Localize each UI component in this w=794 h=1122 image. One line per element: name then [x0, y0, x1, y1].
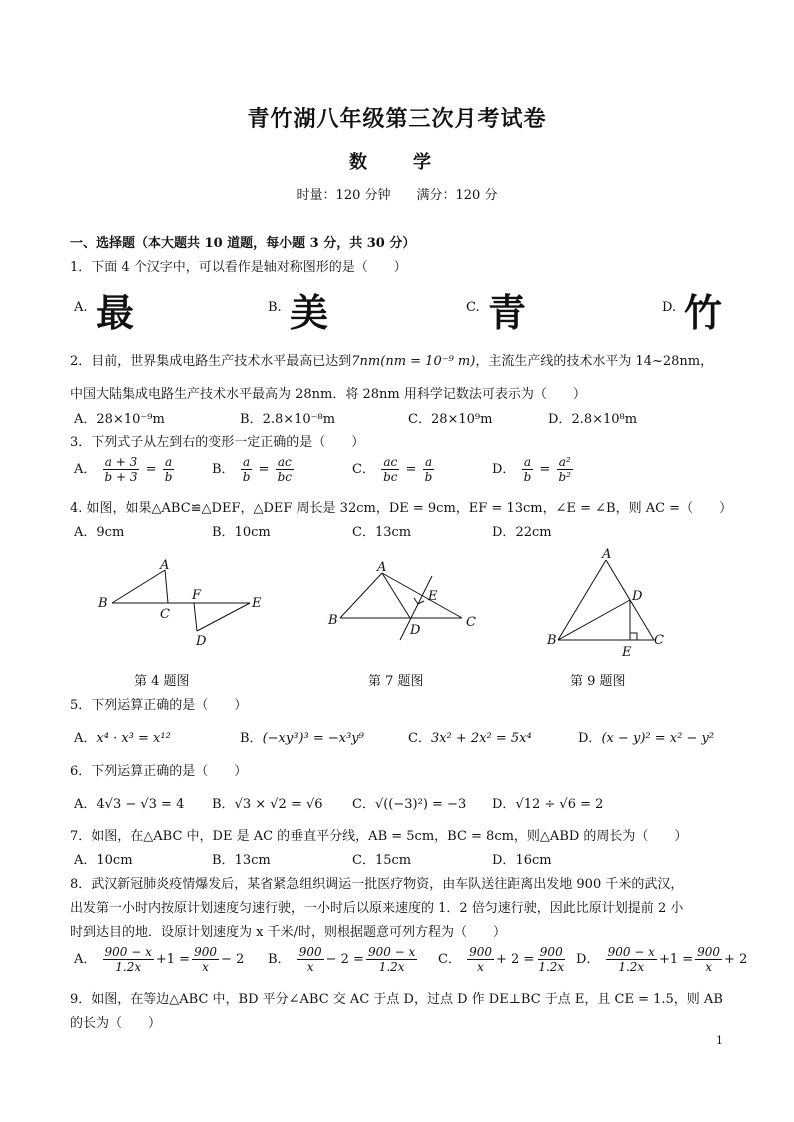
subject-title: 数 学	[349, 152, 445, 173]
q7-stem: 7．如图，在△ABC 中，DE 是 AC 的垂直平分线，AB = 5cm，BC = 8cm，则△ABD 的周长为（ ）	[70, 829, 688, 844]
q5-option-a: A．x⁴ · x³ = x¹²	[74, 731, 171, 746]
q6-option-c: C．√((−3)²) = −3	[352, 797, 467, 812]
q7-option-c: C．15cm	[352, 853, 412, 868]
fig4-label-d: D	[196, 634, 207, 649]
q9-line1: 9．如图，在等边△ABC 中，BD 平分∠ABC 交 AC 于点 D，过点 D 作 DE⊥BC 于点 E，且 CE = 1.5，则 AB	[70, 992, 723, 1007]
q1-option-a-label: A.	[74, 300, 88, 315]
q5-option-b: B．(−xy³)³ = −x³y⁹	[240, 731, 364, 746]
q2-option-a: A．28×10⁻⁹m	[74, 412, 165, 427]
q6-option-b: B．√3 × √2 = √6	[212, 797, 323, 812]
fig4-label-e: E	[252, 596, 262, 611]
fig9-label-e: E	[622, 645, 632, 660]
fig9-label-a: A	[602, 547, 612, 562]
q1-stem: 1．下面 4 个汉字中，可以看作是轴对称图形的是（ ）	[70, 260, 407, 275]
figure-q7	[322, 558, 492, 648]
fig9-label-c: C	[654, 633, 664, 648]
q1-option-b-label: B.	[268, 300, 282, 315]
q3-stem: 3．下列式子从左到右的变形一定正确的是（ ）	[70, 435, 365, 450]
q8-option-b: B． $\frac{900}{x}$ − 2 = $\frac{900 - x}{1.2x}$	[268, 945, 416, 974]
q7-option-d: D．16cm	[492, 853, 552, 868]
q5-option-d: D．(x − y)² = x² − y²	[578, 731, 715, 746]
q7-option-a: A．10cm	[74, 853, 133, 868]
fig7-label-d: D	[410, 623, 421, 638]
q8-option-a: A． $\frac{900 - x}{1.2x}$ +1 = $\frac{900}{x}$ − 2	[74, 945, 245, 974]
q4-option-c: C．13cm	[352, 525, 412, 540]
fig4-label-a: A	[160, 558, 170, 573]
q8-option-d: D． $\frac{900 - x}{1.2x}$ +1 = $\frac{900}{x}$ + 2	[576, 945, 748, 974]
q1-option-c-label: C.	[466, 300, 480, 315]
q2-line1-c: ，主流生产线的技术水平为 14~28nm，	[475, 354, 714, 369]
q5-stem: 5．下列运算正确的是（ ）	[70, 698, 248, 713]
q2-line1-a: 2．目前，世界集成电路生产技术水平最高已达到	[70, 354, 352, 369]
fig9-label-d: D	[632, 589, 643, 604]
fig9-label-b: B	[547, 633, 557, 648]
q1-option-a-char: 最	[96, 291, 135, 335]
exam-title: 青竹湖八年级第三次月考试卷	[247, 106, 547, 132]
q8-line1: 8．武汉新冠肺炎疫情爆发后，某省紧急组织调运一批医疗物资，由车队送往距离出发地 900 千米的武汉，	[70, 877, 684, 892]
figure-caption-q9: 第 9 题图	[570, 674, 626, 689]
q6-stem: 6．下列运算正确的是（ ）	[70, 764, 248, 779]
q3-option-c: C． $\frac{ac}{bc}$ = $\frac{a}{b}$	[352, 455, 433, 484]
q2-option-d: D．2.8×10⁸m	[548, 412, 638, 427]
fig4-label-c: C	[160, 607, 170, 622]
q6-option-a: A．4√3 − √3 = 4	[74, 797, 185, 812]
q3-option-a: A． $\frac{a + 3}{b + 3}$ = $\frac{a}{b}$	[74, 455, 173, 484]
q4-option-a: A．9cm	[74, 525, 125, 540]
fig4-label-f: F	[192, 588, 202, 603]
q2-line1	[70, 350, 713, 369]
q8-line2: 出发第一小时内按原计划速度匀速行驶，一小时后以原来速度的 1．2 倍匀速行驶，因此比原计划提前 2 小	[70, 901, 684, 916]
q8-line3: 时到达目的地．设原计划速度为 x 千米/时，则根据题意可列方程为（ ）	[70, 925, 506, 940]
q3-option-b: B． $\frac{a}{b}$ = $\frac{ac}{bc}$	[212, 455, 292, 484]
figure-q4	[90, 555, 280, 655]
q4-stem: 4. 如图，如果△ABC≌△DEF，△DEF 周长是 32cm，DE = 9cm，EF = 13cm，∠E = ∠B，则 AC =（ ）	[70, 501, 733, 516]
q2-option-c: C．28×10⁹m	[408, 412, 493, 427]
fig7-label-a: A	[377, 560, 387, 575]
q1-option-d-label: D.	[662, 300, 677, 315]
time-score-info: 时量：120 分钟 满分：120 分	[296, 188, 498, 203]
q2-option-b: B．2.8×10⁻⁸m	[240, 412, 336, 427]
q6-option-d: D．√12 ÷ √6 = 2	[492, 797, 604, 812]
q5-option-c: C．3x² + 2x² = 5x⁴	[408, 731, 532, 746]
q8-option-c: C． $\frac{900}{x}$ + 2 = $\frac{900}{1.2x}$	[438, 945, 565, 974]
q1-option-b-char: 美	[290, 291, 329, 335]
q1-option-d-char: 竹	[684, 291, 723, 335]
page-number: 1	[716, 1034, 723, 1047]
fig4-label-b: B	[98, 596, 108, 611]
q1-option-c-char: 青	[488, 291, 527, 335]
fig7-label-b: B	[328, 613, 338, 628]
fig7-label-c: C	[466, 615, 476, 630]
figure-caption-q7: 第 7 题图	[368, 674, 424, 689]
q3-option-d: D． $\frac{a}{b}$ = $\frac{\text{a²}}{\text{b²}}$	[492, 455, 571, 484]
figure-caption-q4: 第 4 题图	[134, 674, 190, 689]
q7-option-b: B．13cm	[212, 853, 271, 868]
figure-q9	[542, 545, 672, 660]
fig7-label-e: E	[428, 589, 438, 604]
q4-option-b: B．10cm	[212, 525, 271, 540]
q2-line1-b: 7nm(nm = 10⁻⁹ m)	[351, 354, 476, 369]
q9-line2: 的长为（ ）	[70, 1016, 162, 1031]
section-heading: 一、选择题（本大题共 10 道题，每小题 3 分，共 30 分）	[70, 236, 416, 251]
q4-option-d: D．22cm	[492, 525, 552, 540]
q2-line2: 中国大陆集成电路生产技术水平最高为 28nm．将 28nm 用科学记数法可表示为（ ）	[70, 387, 586, 402]
